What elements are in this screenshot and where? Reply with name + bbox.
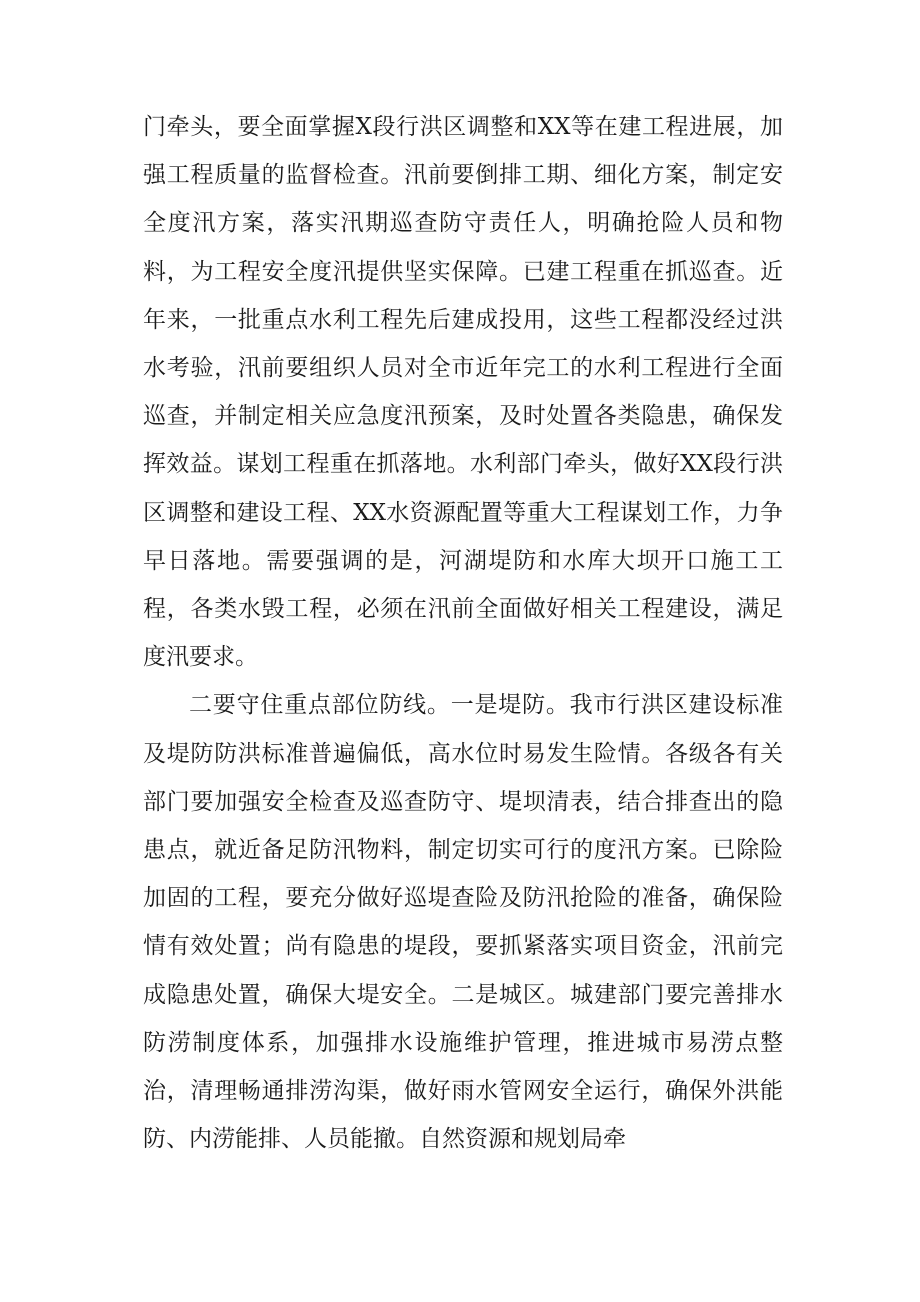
paragraph-2: 二要守住重点部位防线。一是堤防。我市行洪区建设标准及堤防防洪标准普遍偏低，高水位时易发生险情。各级各有关部门要加强安全检查及巡查防守、堤坝清表，结合排查出的隐患点，就近备足防汛物料，制定切实可行的度汛方案。已除险加固的工程，要充分做好巡堤查险及防汛抢险的准备，确保险情有效处置；尚有隐患的堤段，要抓紧落实项目资金，汛前完成隐患处置，确保大堤安全。二是城区。城建部门要完善排水防涝制度体系，加强排水设施维护管理，推进城市易涝点整治，清理畅通排涝沟渠，做好雨水管网安全运行，确保外洪能防、内涝能排、人员能撤。自然资源和规划局牵 (143, 692, 783, 1153)
document-body (143, 103, 783, 1163)
paragraph-1: 门牵头，要全面掌握X段行洪区调整和XX等在建工程进展，加强工程质量的监督检查。汛前要倒排工期、细化方案，制定安全度汛方案，落实汛期巡查防守责任人，明确抢险人员和物料，为工程安全度汛提供坚实保障。已建工程重在抓巡查。近年来，一批重点水利工程先后建成投用，这些工程都没经过洪水考验，汛前要组织人员对全市近年完工的水利工程进行全面巡查，并制定相关应急度汛预案，及时处置各类隐患，确保发挥效益。谋划工程重在抓落地。水利部门牵头，做好XX段行洪区调整和建设工程、XX水资源配置等重大工程谋划工作，力争早日落地。需要强调的是，河湖堤防和水库大坝开口施工工程，各类水毁工程，必须在汛前全面做好相关工程建设，满足度汛要求。 (143, 114, 783, 671)
